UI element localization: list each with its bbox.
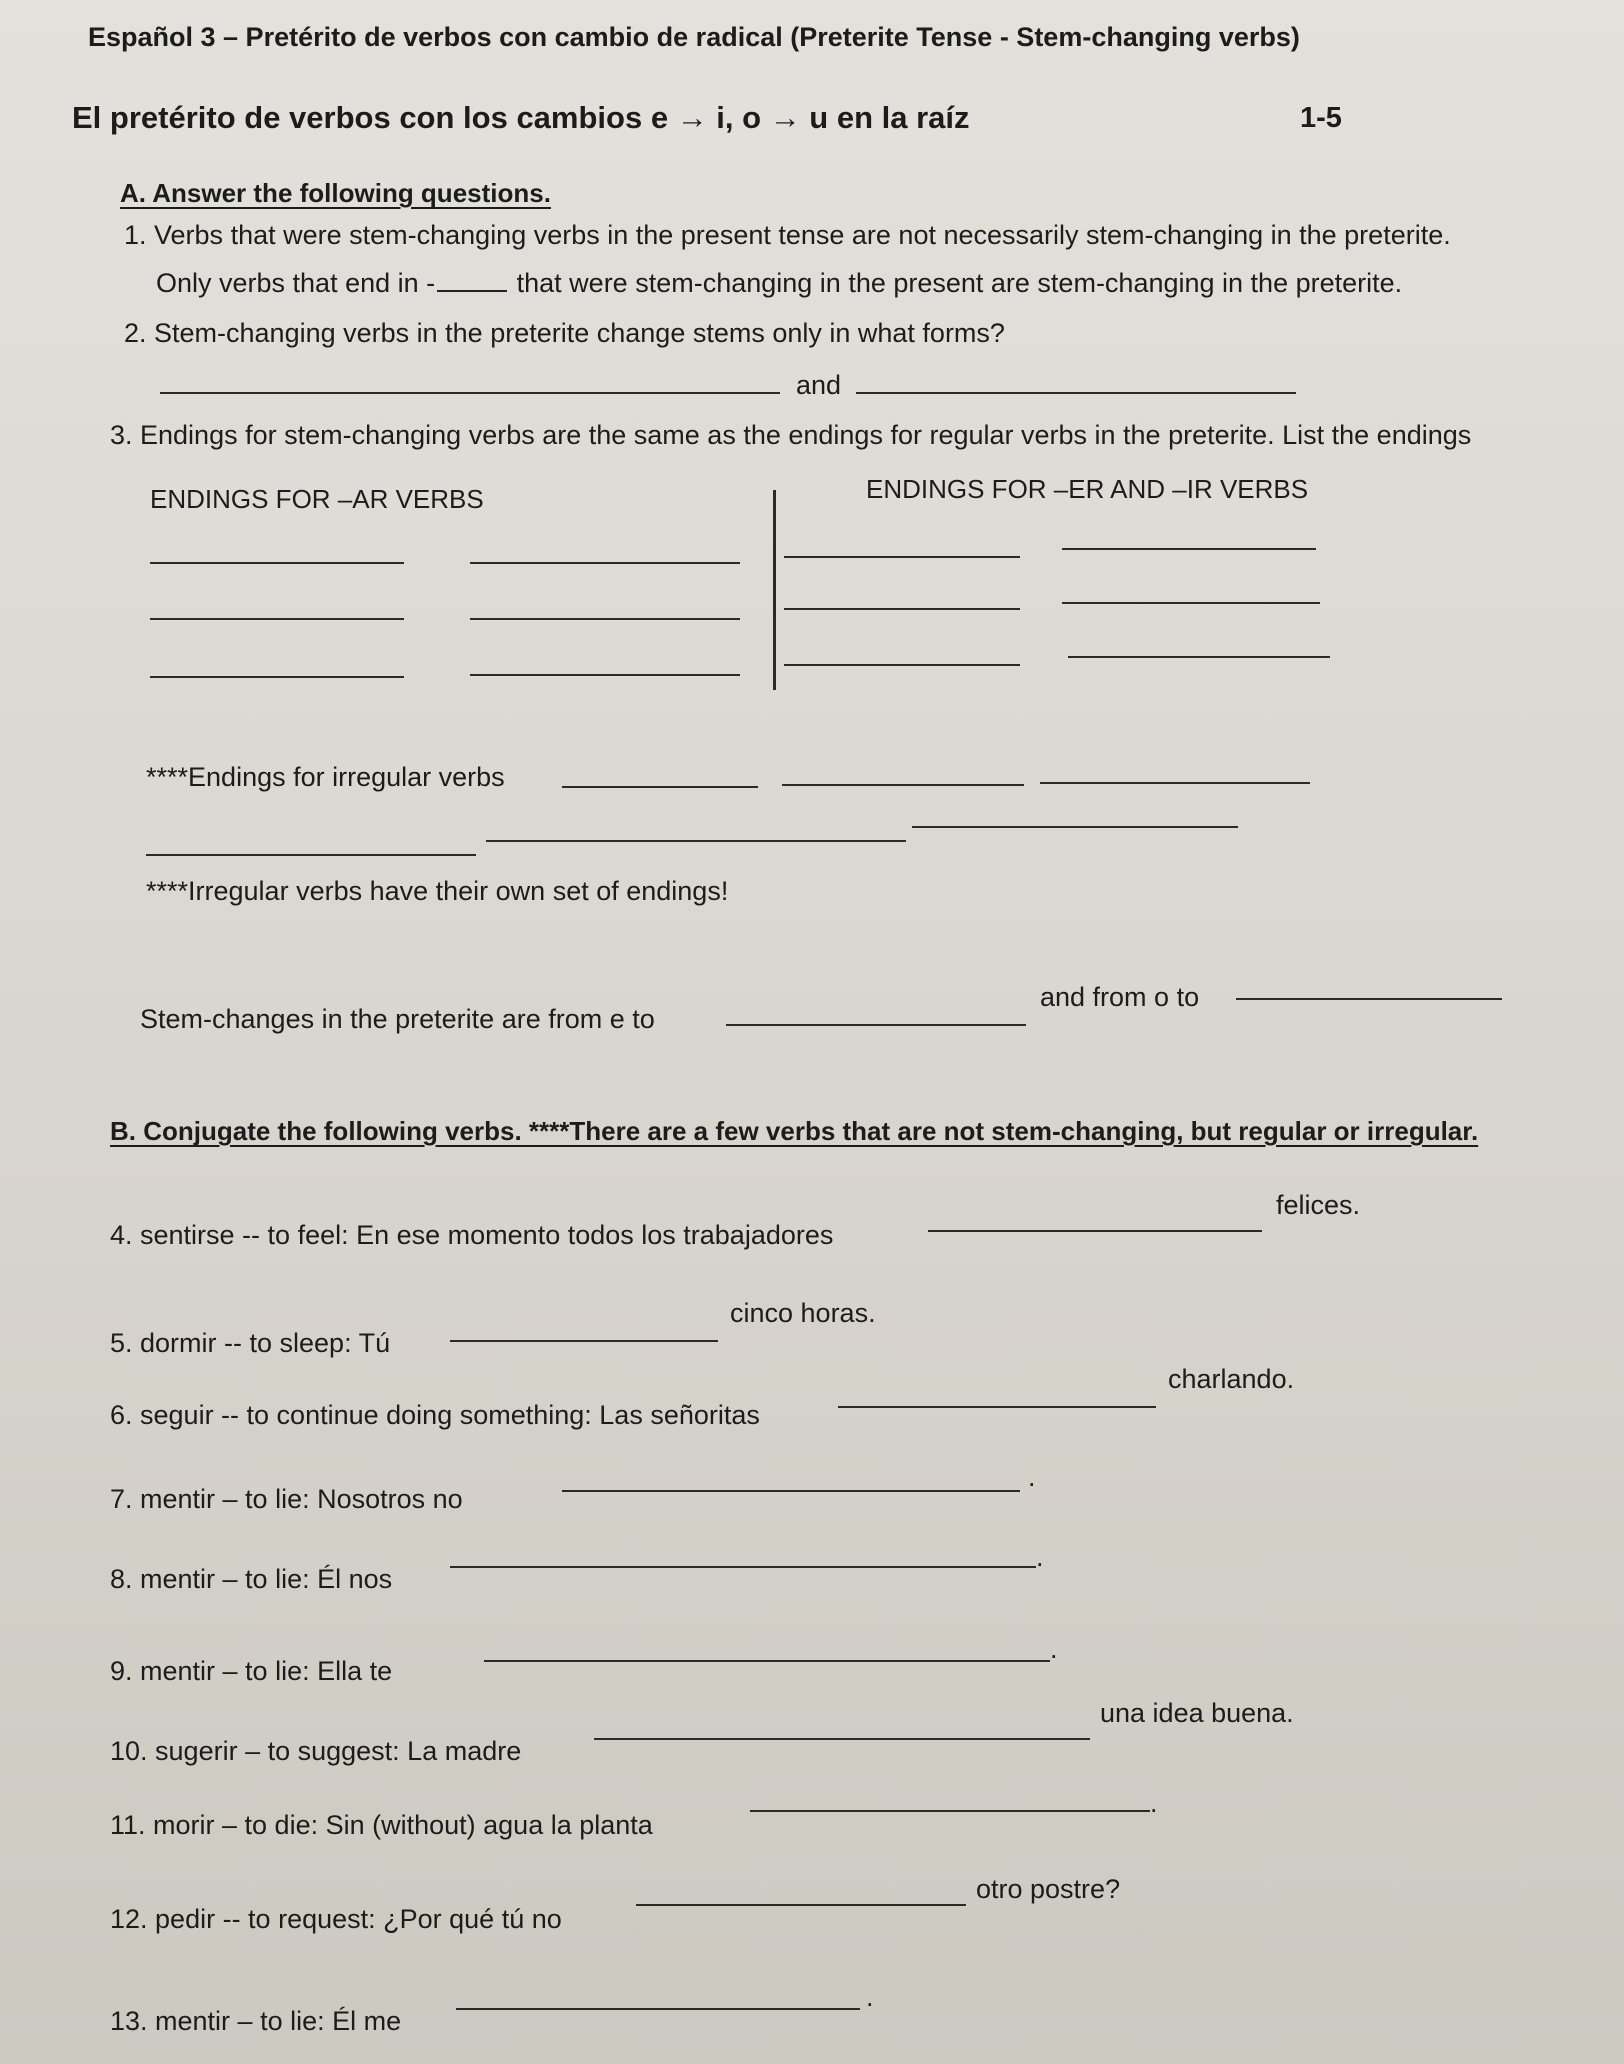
question-3: 3. Endings for stem-changing verbs are the same as the endings for regular verbs in the preterite. List the endings: [110, 420, 1472, 450]
item-10-answer-blank[interactable]: [594, 1738, 1090, 1740]
item-7-ending: .: [1028, 1462, 1036, 1492]
forms-blank-2[interactable]: [856, 392, 1296, 394]
item-11-ending: .: [1150, 1788, 1158, 1818]
o-to-blank[interactable]: [1236, 998, 1502, 1000]
question-1-line-1: 1. Verbs that were stem-changing verbs in the present tense are not necessarily stem-changing in the preterite.: [124, 220, 1451, 250]
ar-ending-blank-5[interactable]: [150, 676, 404, 678]
irregular-ending-blank-6[interactable]: [912, 826, 1238, 828]
ar-ending-blank-1[interactable]: [150, 562, 404, 564]
er-ir-ending-blank-5[interactable]: [784, 664, 1020, 666]
item-5-ending: cinco horas.: [730, 1298, 876, 1328]
item-6-ending: charlando.: [1168, 1364, 1295, 1394]
irregular-verbs-note: ****Irregular verbs have their own set of endings!: [146, 876, 729, 906]
question-2: 2. Stem-changing verbs in the preterite change stems only in what forms?: [124, 318, 1005, 348]
er-ir-endings-heading: ENDINGS FOR –ER AND –IR VERBS: [866, 474, 1309, 504]
item-12-prompt: 12. pedir -- to request: ¿Por qué tú no: [110, 1904, 562, 1934]
item-6-prompt: 6. seguir -- to continue doing something: Las señoritas: [110, 1400, 760, 1430]
item-9-answer-blank[interactable]: [484, 1660, 1050, 1662]
irregular-ending-blank-3[interactable]: [1040, 782, 1310, 784]
item-10-prompt: 10. sugerir – to suggest: La madre: [110, 1736, 522, 1766]
item-4-ending: felices.: [1276, 1190, 1361, 1220]
item-4-prompt: 4. sentirse -- to feel: En ese momento todos los trabajadores: [110, 1220, 834, 1250]
item-13-answer-blank[interactable]: [456, 2008, 860, 2010]
irregular-ending-blank-5[interactable]: [486, 840, 906, 842]
item-7-answer-blank[interactable]: [562, 1490, 1020, 1492]
ar-ending-blank-6[interactable]: [470, 674, 740, 676]
er-ir-ending-blank-2[interactable]: [1062, 548, 1316, 550]
er-ir-ending-blank-1[interactable]: [784, 556, 1020, 558]
stem-changes-prefix: Stem-changes in the preterite are from e to: [140, 1004, 655, 1034]
er-ir-ending-blank-3[interactable]: [784, 608, 1020, 610]
item-5-prompt: 5. dormir -- to sleep: Tú: [110, 1328, 391, 1358]
item-13-ending: .: [866, 1982, 874, 2012]
item-5-answer-blank[interactable]: [450, 1340, 718, 1342]
er-ir-ending-blank-6[interactable]: [1068, 656, 1330, 658]
course-title: Español 3 – Pretérito de verbos con cambio de radical (Preterite Tense - Stem-changing verbs): [88, 22, 1300, 52]
irregular-ending-blank-2[interactable]: [782, 784, 1024, 786]
question-1-prefix: Only verbs that end in -: [156, 268, 436, 298]
question-1-line-2: [156, 270, 1402, 297]
item-13-prompt: 13. mentir – to lie: Él me: [110, 2006, 402, 2036]
irregular-ending-blank-4[interactable]: [146, 854, 476, 856]
section-a-heading: A. Answer the following questions.: [120, 178, 551, 208]
item-12-answer-blank[interactable]: [636, 1904, 966, 1906]
lesson-title: El pretérito de verbos con los cambios e → i, o → u en la raíz: [72, 100, 970, 135]
item-9-ending: .: [1050, 1634, 1058, 1664]
ar-ending-blank-3[interactable]: [150, 618, 404, 620]
forms-blank-1[interactable]: [160, 392, 780, 394]
item-8-ending: .: [1036, 1542, 1044, 1572]
irregular-ending-blank-1[interactable]: [562, 786, 758, 788]
item-11-answer-blank[interactable]: [750, 1810, 1150, 1812]
item-8-answer-blank[interactable]: [450, 1566, 1036, 1568]
section-b-heading: B. Conjugate the following verbs. ****There are a few verbs that are not stem-changing, but regular or irregular.: [110, 1116, 1479, 1146]
item-6-answer-blank[interactable]: [838, 1406, 1156, 1408]
ar-endings-heading: ENDINGS FOR –AR VERBS: [150, 484, 484, 514]
er-ir-ending-blank-4[interactable]: [1062, 602, 1320, 604]
item-4-answer-blank[interactable]: [928, 1230, 1262, 1232]
item-9-prompt: 9. mentir – to lie: Ella te: [110, 1656, 393, 1686]
item-8-prompt: 8. mentir – to lie: Él nos: [110, 1564, 393, 1594]
ar-ending-blank-4[interactable]: [470, 618, 740, 620]
item-11-prompt: 11. morir – to die: Sin (without) agua la planta: [110, 1810, 653, 1840]
question-2-and: and: [796, 370, 842, 400]
stem-changes-middle: and from o to: [1040, 982, 1200, 1012]
item-10-ending: una idea buena.: [1100, 1698, 1294, 1728]
irregular-endings-label: ****Endings for irregular verbs: [146, 762, 505, 792]
endings-divider: [773, 490, 776, 690]
lesson-code: 1-5: [1300, 102, 1342, 134]
item-12-ending: otro postre?: [976, 1874, 1121, 1904]
e-to-blank[interactable]: [726, 1024, 1026, 1026]
item-7-prompt: 7. mentir – to lie: Nosotros no: [110, 1484, 463, 1514]
question-1-suffix: that were stem-changing in the present are stem-changing in the preterite.: [509, 268, 1403, 298]
ar-ending-blank-2[interactable]: [470, 562, 740, 564]
verb-ending-blank[interactable]: [437, 289, 507, 292]
